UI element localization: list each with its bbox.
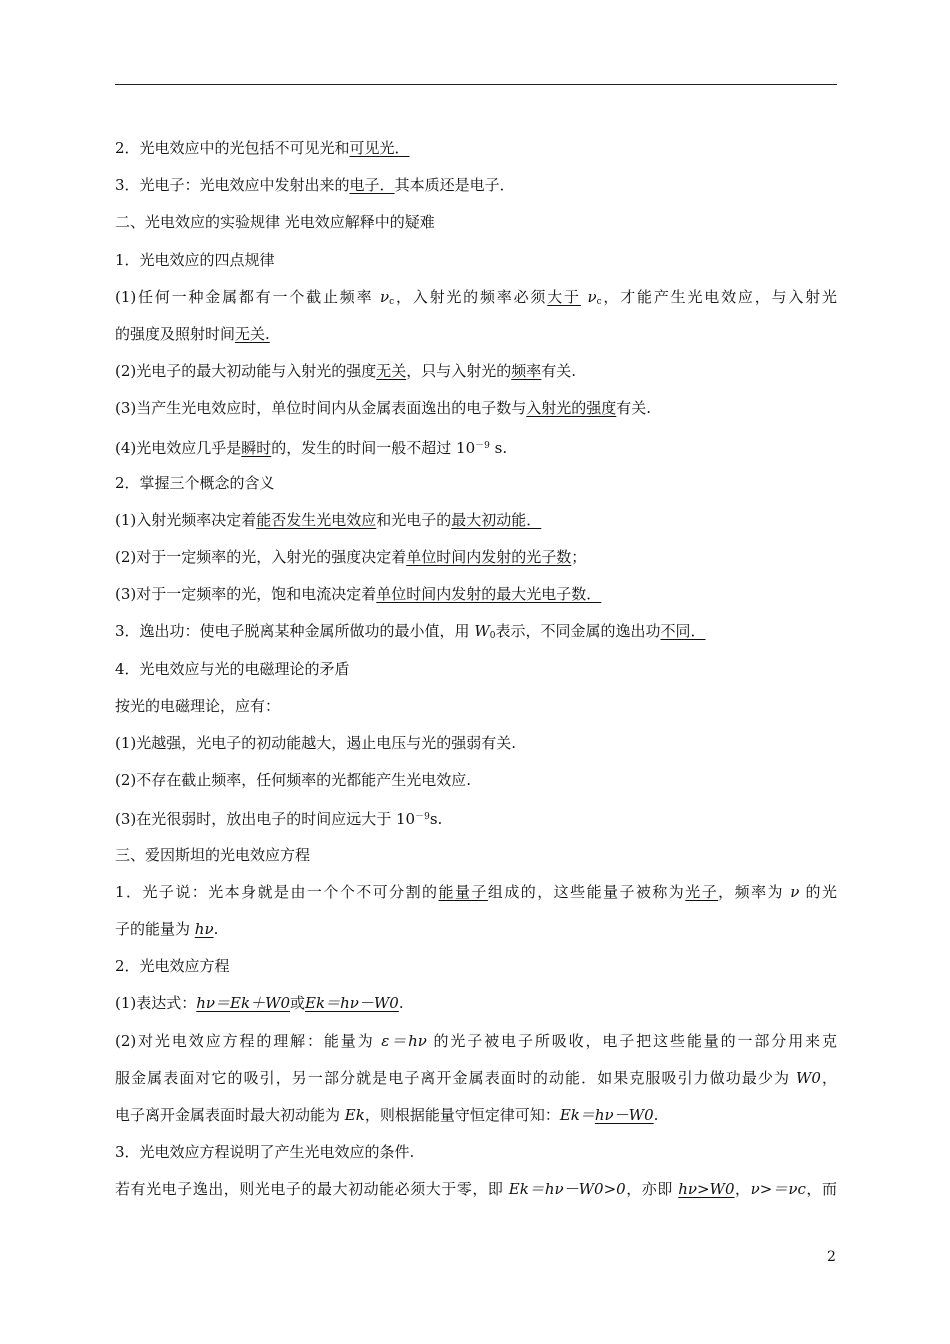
underlined-answer: 频率 xyxy=(511,362,542,381)
paragraph-line xyxy=(115,1179,837,1216)
paragraph-line: (2)不存在截止频率，任何频率的光都能产生光电效应. xyxy=(115,771,472,790)
text: ， xyxy=(820,1068,837,1087)
equation: Ek＝hν－W0>0 xyxy=(508,1180,626,1199)
paragraph-line xyxy=(115,398,837,435)
subscript: c xyxy=(596,296,602,307)
text: (1)任何一种金属都有一个截止频率 xyxy=(115,287,380,306)
equation: ν>＝νc xyxy=(750,1180,806,1199)
paragraph-line xyxy=(115,324,837,361)
paragraph-line xyxy=(115,1031,837,1068)
text: 1．光子说：光本身就是由一个个不可分割的 xyxy=(115,882,439,901)
subheading: 4．光电效应与光的电磁理论的矛盾 xyxy=(115,659,350,678)
text: . xyxy=(398,994,404,1013)
subscript: c xyxy=(389,296,395,307)
underlined-answer: Ek＝hν－W0 xyxy=(305,994,399,1013)
kinetic-energy-symbol: Ek xyxy=(344,1105,365,1124)
text: (2)对于一定频率的光，入射光的强度决定着 xyxy=(115,548,407,567)
text: 若有光电子逸出，则光电子的最大初动能必须大于零，即 xyxy=(115,1180,509,1199)
equation: ε＝hν xyxy=(381,1031,427,1050)
header-rule xyxy=(115,84,837,85)
underlined-answer: 电子． xyxy=(349,176,395,195)
text: 电子离开金属表面时最大初动能为 xyxy=(115,1105,345,1124)
text: (1)表达式： xyxy=(115,994,197,1013)
text: 其本质还是电子． xyxy=(394,176,515,195)
text: 服金属表面对它的吸引，另一部分就是电子离开金属表面时的动能．如果克服吸引力做功最少为 xyxy=(115,1068,796,1087)
work-symbol: W0 xyxy=(795,1068,821,1087)
underlined-answer: 单位时间内发射的光子数 xyxy=(406,548,572,567)
underlined-answer: 无关 xyxy=(376,362,407,381)
text: ，亦即 xyxy=(625,1180,679,1199)
text: 或 xyxy=(290,994,306,1013)
work-symbol: W xyxy=(474,622,490,641)
paragraph-line xyxy=(115,138,837,175)
subheading: 1．光电效应的四点规律 xyxy=(115,250,275,269)
paragraph-line xyxy=(115,1105,837,1142)
underlined-answer: 最大初动能． xyxy=(451,510,542,529)
page-number: 2 xyxy=(827,1249,836,1265)
text: 的强度及照射时间 xyxy=(115,324,236,343)
underlined-answer: 无关. xyxy=(235,324,270,343)
paragraph-line xyxy=(115,287,837,324)
text: 有关. xyxy=(541,362,577,381)
text: . xyxy=(653,1105,659,1124)
text: 子的能量为 xyxy=(115,919,195,938)
text: (3)对于一定频率的光，饱和电流决定着 xyxy=(115,585,377,604)
underlined-answer: 能量子 xyxy=(438,882,488,901)
underlined-answer: hν－W0 xyxy=(594,1105,654,1124)
text: . xyxy=(213,919,219,938)
paragraph-line xyxy=(115,807,837,844)
text: ，频率为 xyxy=(718,882,791,901)
text: 表示，不同金属的逸出功 xyxy=(495,622,661,641)
text: (3)当产生光电效应时，单位时间内从金属表面逸出的电子数与 xyxy=(115,399,527,418)
text: (4)光电效应几乎是 xyxy=(115,438,242,457)
text: ，而 xyxy=(805,1180,837,1199)
text: s. xyxy=(429,810,443,829)
text: ，只与入射光的 xyxy=(406,362,512,381)
text: ， xyxy=(734,1180,751,1199)
exponent: －9 xyxy=(415,812,430,823)
underlined-answer: 大于 xyxy=(547,287,581,306)
paragraph-line xyxy=(115,919,837,956)
text: (1)入射光频率决定着 xyxy=(115,510,257,529)
paragraph-line xyxy=(115,1068,837,1105)
underlined-answer: 不同． xyxy=(660,622,706,641)
text: 的光 xyxy=(799,882,837,901)
subscript: 0 xyxy=(489,631,496,642)
underlined-answer: hν＝Ek＋W0 xyxy=(196,994,291,1013)
underlined-answer: 入射光的强度 xyxy=(526,399,617,418)
text: (2)光电子的最大初动能与入射光的强度 xyxy=(115,362,377,381)
nu-symbol: ν xyxy=(790,882,800,901)
equation: hν>W0 xyxy=(678,1180,735,1199)
text: 2．光电效应中的光包括不可见光和 xyxy=(115,139,350,157)
paragraph-line xyxy=(115,510,837,547)
text: 和光电子的 xyxy=(376,510,452,529)
paragraph-line: (1)光越强，光电子的初动能越大，遏止电压与光的强弱有关. xyxy=(115,734,517,752)
paragraph-line xyxy=(115,993,837,1030)
nu-symbol: ν xyxy=(587,287,597,306)
underlined-answer: hν xyxy=(194,919,214,938)
text: 的光子被电子所吸收，电子把这些能量的一部分用来克 xyxy=(426,1031,837,1050)
text: ，则根据能量守恒定律可知： xyxy=(364,1105,560,1124)
text: 有关. xyxy=(616,399,652,418)
section-heading: 三、爱因斯坦的光电效应方程 xyxy=(115,845,311,864)
document-body xyxy=(115,138,837,1216)
exponent: －9 xyxy=(475,440,490,451)
paragraph-line xyxy=(115,361,837,398)
paragraph-line xyxy=(115,436,837,473)
nu-symbol: ν xyxy=(379,287,390,306)
text: ，才能产生光电效应，与入射光 xyxy=(601,287,837,306)
text: 的，发生的时间一般不超过 10 xyxy=(271,438,476,457)
subheading: 3．光电效应方程说明了产生光电效应的条件. xyxy=(115,1143,415,1162)
paragraph-line xyxy=(115,547,837,584)
subheading: 2．光电效应方程 xyxy=(115,957,230,976)
paragraph-line xyxy=(115,882,837,919)
underlined-answer: 瞬时 xyxy=(241,438,272,457)
section-heading: 二、光电效应的实验规律 光电效应解释中的疑难 xyxy=(115,213,435,232)
text: (3)在光很弱时，放出电子的时间应远大于 10 xyxy=(115,810,416,829)
text: 组成的，这些能量子被称为 xyxy=(487,882,686,901)
text: ，入射光的频率必须 xyxy=(394,287,548,306)
underlined-answer: 单位时间内发射的最大光电子数． xyxy=(376,585,602,604)
paragraph-line xyxy=(115,584,837,621)
underlined-answer: 可见光． xyxy=(349,139,410,157)
underlined-answer: 光子 xyxy=(685,882,719,901)
underlined-answer: 能否发生光电效应 xyxy=(256,510,377,529)
subheading: 2．掌握三个概念的含义 xyxy=(115,473,275,492)
paragraph-line xyxy=(115,621,837,658)
text: s. xyxy=(489,438,508,457)
text: (2)对光电效应方程的理解：能量为 xyxy=(115,1031,382,1050)
text: 3．光电子：光电效应中发射出来的 xyxy=(115,176,350,195)
paragraph-line: 按光的电磁理论，应有： xyxy=(115,696,281,715)
paragraph-line xyxy=(115,175,837,212)
equation: Ek＝ xyxy=(559,1105,595,1124)
text: 3．逸出功：使电子脱离某种金属所做功的最小值，用 xyxy=(115,622,475,641)
text: ； xyxy=(571,548,587,567)
